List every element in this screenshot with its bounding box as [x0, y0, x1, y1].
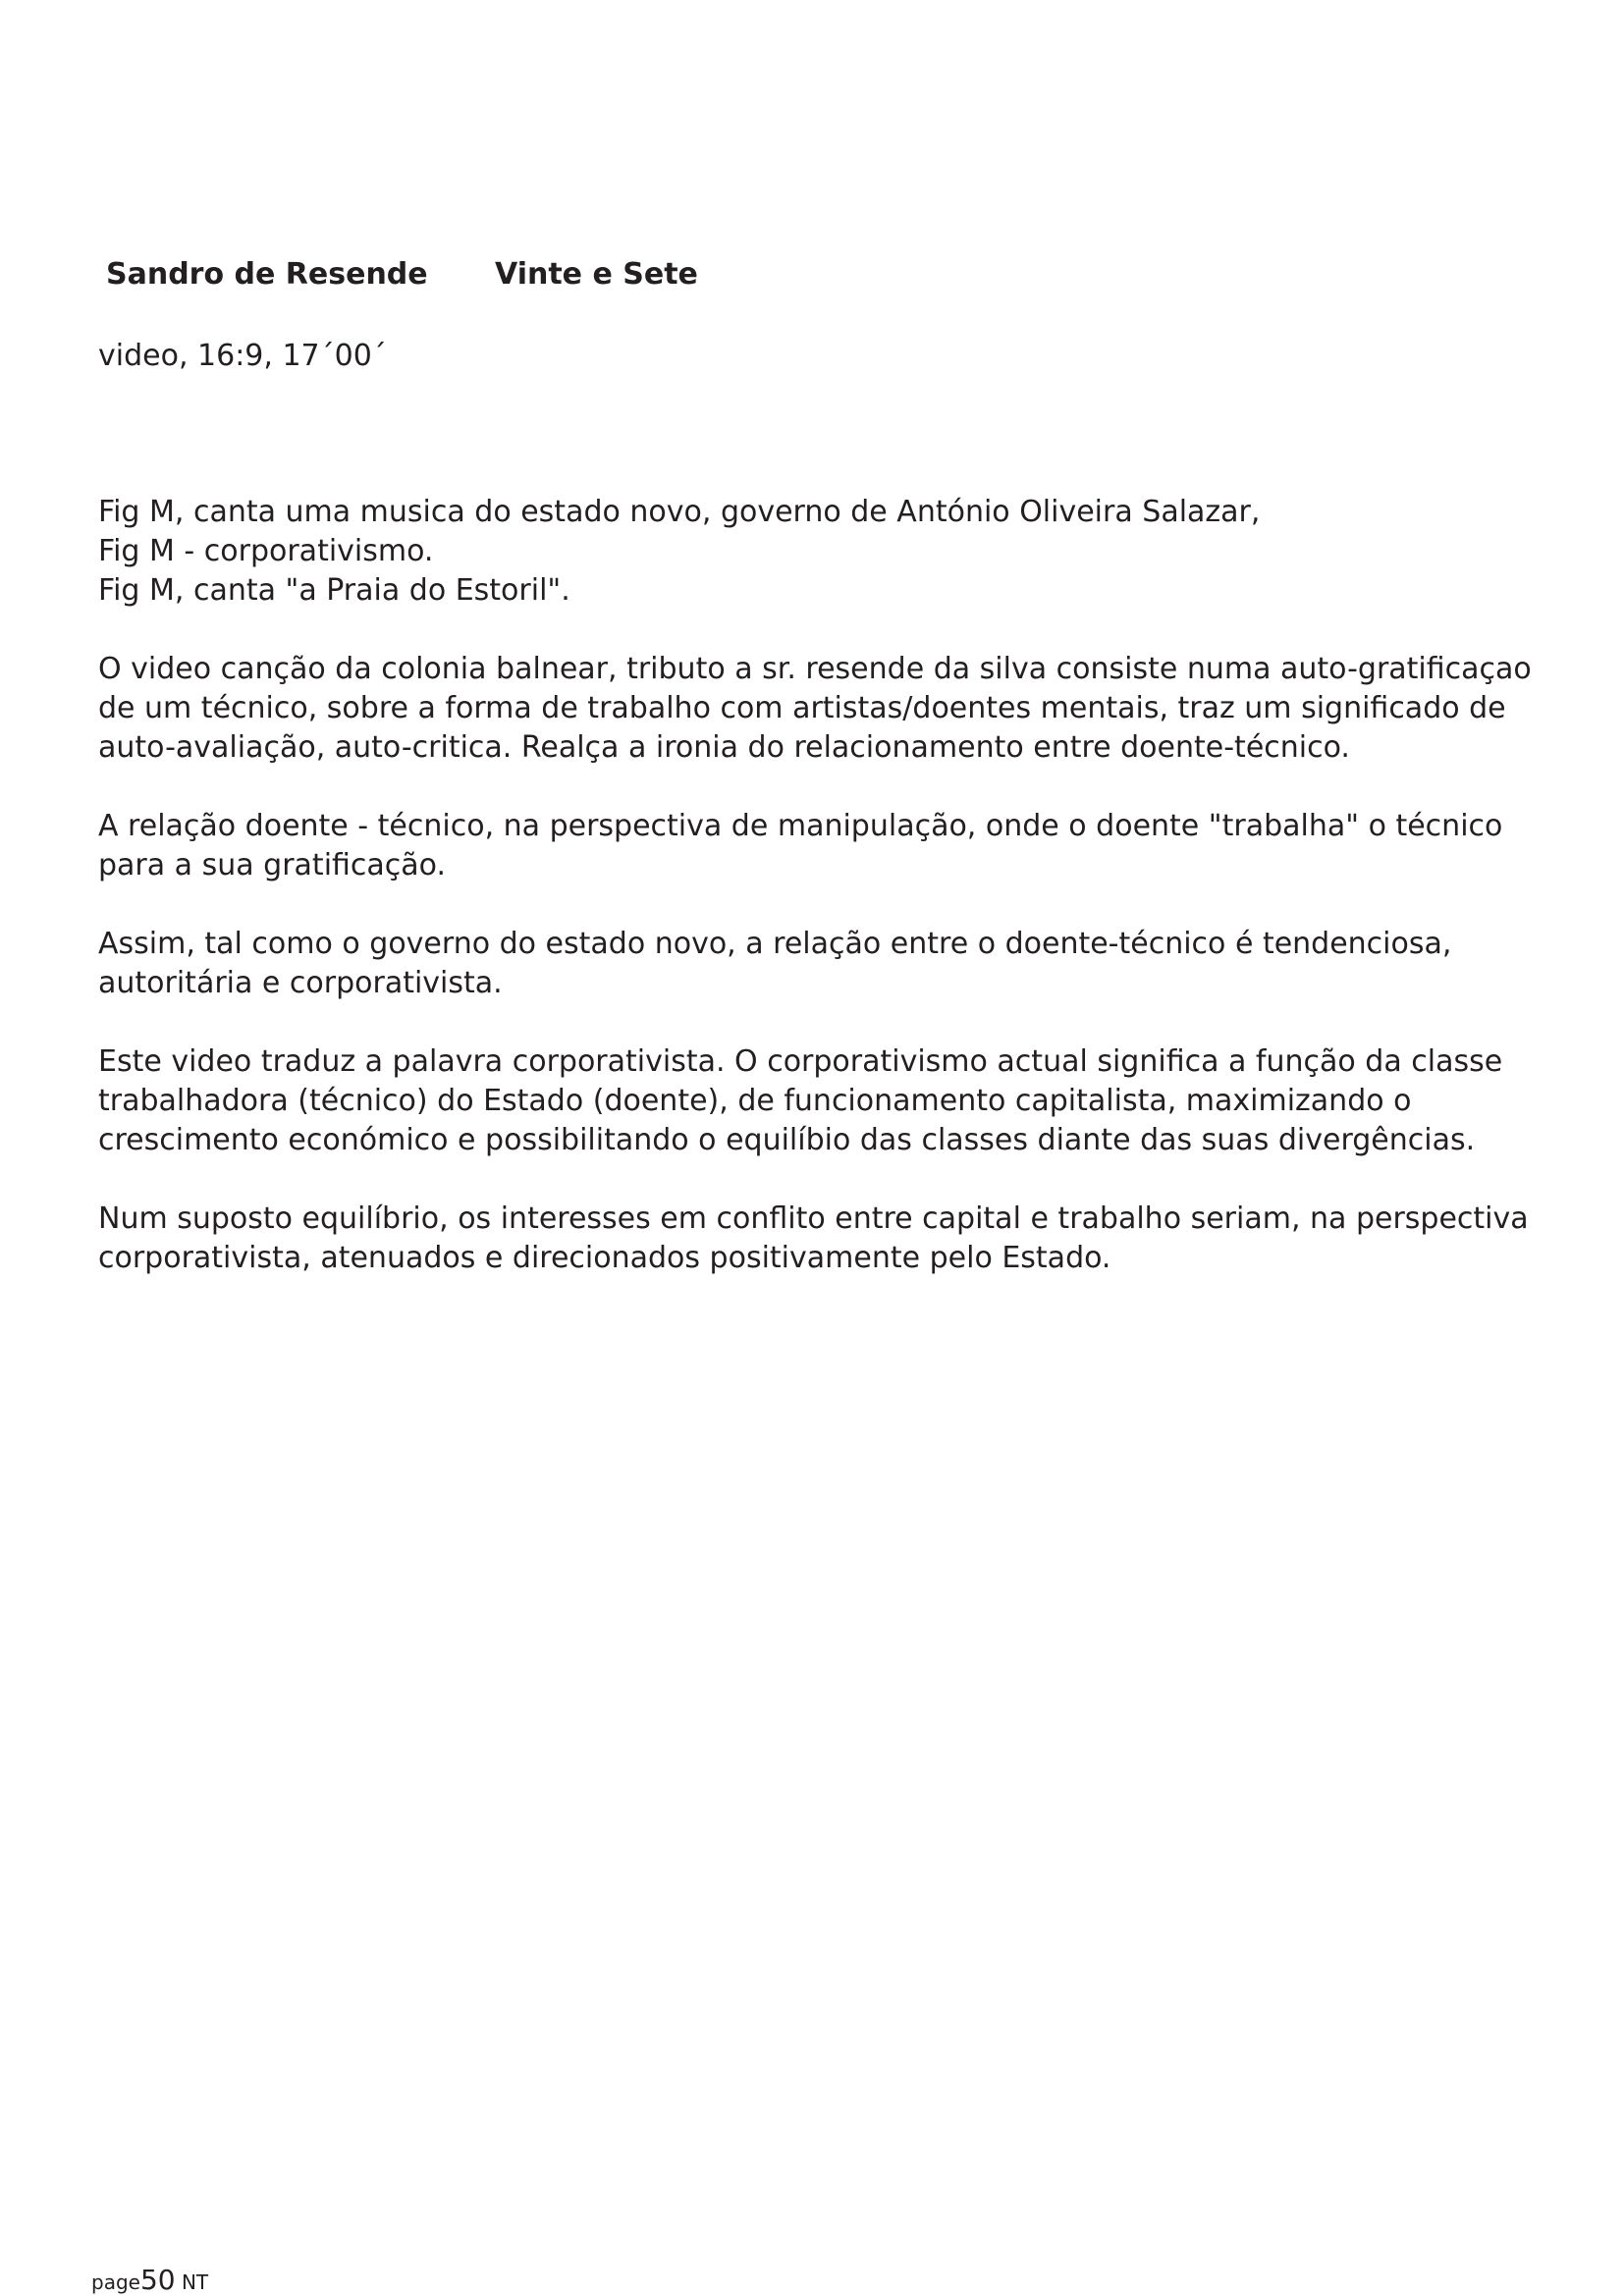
- paragraph: A relação doente - técnico, na perspectiva de manipulação, onde o doente "trabalha" o técnico para a sua gratificação.: [98, 809, 1503, 882]
- page-number: 50: [139, 2264, 176, 2296]
- intro-line: Fig M, canta "a Praia do Estoril".: [98, 573, 570, 608]
- paragraph: O video canção da colonia balnear, tributo a sr. resende da silva consiste numa auto-gratificaçao de um técnico, sobre a forma de trabalho com artistas/doentes mentais, traz um significado de auto-avaliação, auto-critica. Realça a ironia do relacionamento entre doente-técnico.: [98, 652, 1532, 765]
- page-prefix: page: [91, 2270, 140, 2294]
- paragraph: Assim, tal como o governo do estado novo, a relação entre o doente-técnico é tendenciosa, autoritária e corporativista.: [98, 927, 1452, 1000]
- author-name: Sandro de Resende: [106, 257, 428, 292]
- paragraph: Num suposto equilíbrio, os interesses em conflito entre capital e trabalho seriam, na perspectiva corporativista, atenuados e direcionados positivamente pelo Estado.: [98, 1201, 1529, 1275]
- intro-line: Fig M - corporativismo.: [98, 534, 434, 568]
- intro-block: [98, 493, 1542, 611]
- page-footer: [91, 2264, 208, 2296]
- work-title: Vinte e Sete: [495, 257, 698, 292]
- paragraph: Este video traduz a palavra corporativista. O corporativismo actual significa a função da classe trabalhadora (técnico) do Estado (doente), de funcionamento capitalista, maximizando o crescimento económico e possibilitando o equilíbio das classes diante das suas divergências.: [98, 1044, 1503, 1157]
- page-suffix: NT: [175, 2270, 209, 2294]
- work-meta: video, 16:9, 17´00´: [98, 339, 387, 373]
- intro-line: Fig M, canta uma musica do estado novo, governo de António Oliveira Salazar,: [98, 495, 1261, 529]
- body-text: [98, 493, 1542, 1317]
